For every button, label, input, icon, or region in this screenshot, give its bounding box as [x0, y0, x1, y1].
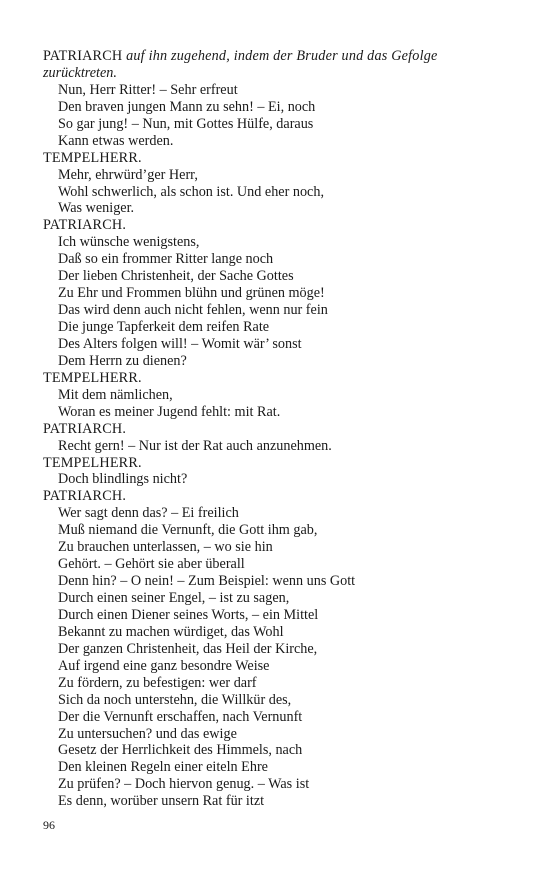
stage-direction: auf ihn zugehend, indem der Bruder und das Gefolge	[126, 48, 438, 64]
verse-line: Ich wünsche wenigstens,	[58, 234, 200, 251]
speaker-name: TEMPELHERR.	[43, 369, 142, 386]
verse-line: So gar jung! – Nun, mit Gottes Hülfe, daraus	[58, 115, 314, 132]
verse-line: Durch einen seiner Engel, – ist zu sagen,	[58, 590, 290, 606]
speaker-line	[43, 150, 513, 167]
verse-line: Die junge Tapferkeit dem reifen Rate	[58, 319, 270, 335]
verse-line: Was weniger.	[58, 200, 135, 217]
speaker-line	[43, 217, 513, 234]
verse-line: Auf irgend eine ganz besondre Weise	[58, 657, 270, 674]
verse-line: Zu prüfen? – Doch hiervon genug. – Was ist	[58, 776, 310, 793]
verse-line: Recht gern! – Nur ist der Rat auch anzunehmen.	[58, 437, 332, 454]
verse-line: Kann etwas werden.	[58, 132, 174, 149]
verse-line: Gehört. – Gehört sie aber überall	[58, 556, 245, 573]
verse-line: Wohl schwerlich, als schon ist. Und eher noch,	[58, 183, 324, 200]
verse-line: Der die Vernunft erschaffen, nach Vernunft	[58, 708, 303, 725]
verse-line: Zu untersuchen? und das ewige	[58, 725, 237, 742]
verse-line: Denn hin? – O nein! – Zum Beispiel: wenn uns Gott	[58, 573, 356, 590]
verse-line: Zu brauchen unterlassen, – wo sie hin	[58, 539, 273, 556]
verse-line: Daß so ein frommer Ritter lange noch	[58, 251, 274, 268]
speaker-name: PATRIARCH	[43, 48, 123, 64]
speaker-name: TEMPELHERR.	[43, 149, 142, 166]
play-text	[43, 48, 513, 810]
verse-line: Zu fördern, zu befestigen: wer darf	[58, 674, 257, 691]
verse-line: Den braven jungen Mann zu sehn! – Ei, noch	[58, 98, 316, 115]
speaker-name: TEMPELHERR.	[43, 454, 142, 471]
speaker-name: PATRIARCH.	[43, 488, 127, 505]
verse-line: Wer sagt denn das? – Ei freilich	[58, 505, 239, 522]
verse-line: Bekannt zu machen würdiget, das Wohl	[58, 623, 284, 640]
verse-line: Zu Ehr und Frommen blühn und grünen möge!	[58, 285, 325, 302]
verse-line: Das wird denn auch nicht fehlen, wenn nur fein	[58, 302, 328, 319]
verse-line: Der ganzen Christenheit, das Heil der Kirche,	[58, 640, 318, 657]
verse-line: Es denn, worüber unsern Rat für itzt	[58, 793, 265, 810]
verse-line: Des Alters folgen will! – Womit wär’ sonst	[58, 335, 302, 352]
speaker-line	[43, 421, 513, 438]
verse-line: Durch einen Diener seines Worts, – ein Mittel	[58, 606, 319, 623]
speaker-name: PATRIARCH.	[43, 217, 127, 234]
verse-line: Der lieben Christenheit, der Sache Gottes	[58, 268, 294, 285]
speaker-line	[43, 370, 513, 387]
speaker-line	[43, 48, 513, 65]
page-number: 96	[43, 818, 55, 832]
speaker-line	[43, 455, 513, 472]
verse-line: Muß niemand die Vernunft, die Gott ihm gab,	[58, 522, 318, 539]
verse-line: Dem Herrn zu dienen?	[58, 352, 187, 369]
verse-line: Doch blindlings nicht?	[58, 471, 188, 488]
speaker-line	[43, 488, 513, 505]
verse-line: Nun, Herr Ritter! – Sehr erfreut	[58, 81, 238, 98]
verse-line: Den kleinen Regeln einer eiteln Ehre	[58, 759, 268, 776]
verse-line: Sich da noch unterstehn, die Willkür des,	[58, 691, 292, 708]
verse-line: Mit dem nämlichen,	[58, 386, 173, 403]
verse-line: Mehr, ehrwürd’ger Herr,	[58, 166, 198, 183]
stage-direction: zurücktreten.	[43, 64, 117, 81]
verse-line: Gesetz der Herrlichkeit des Himmels, nach	[58, 742, 303, 759]
speaker-name: PATRIARCH.	[43, 420, 127, 437]
verse-line: Woran es meiner Jugend fehlt: mit Rat.	[58, 403, 281, 420]
